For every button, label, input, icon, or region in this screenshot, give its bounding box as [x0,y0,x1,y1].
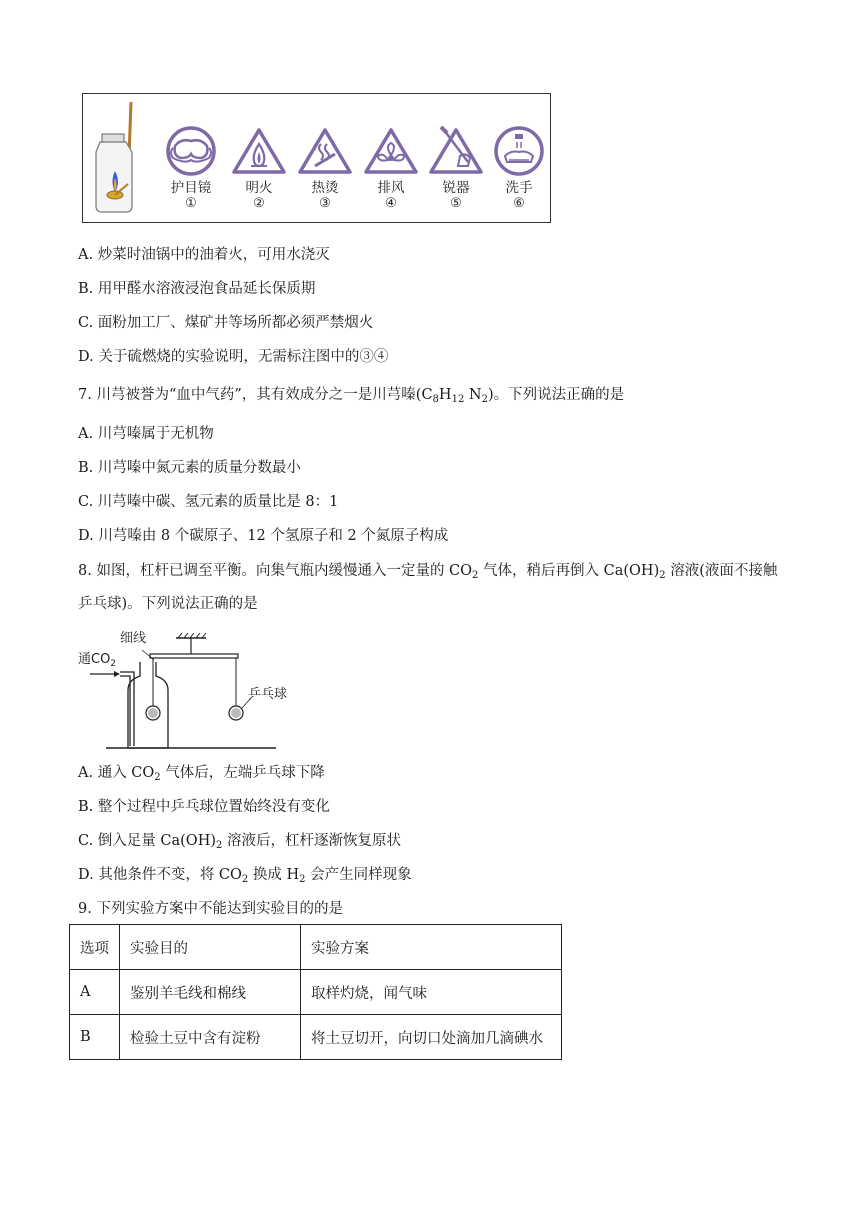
q8-stem-line2: 乒乓球)。下列说法正确的是 [78,596,258,612]
formula-n-sub: 2 [481,394,488,405]
q7-option-a: A. 川芎嗪属于无机物 [78,426,214,442]
q7-option-d: D. 川芎嗪由 8 个碳原子、12 个氢原子和 2 个氮原子构成 [78,528,449,544]
q8-a-post: 气体后，左端乒乓球下降 [160,765,325,781]
q7-option-c: C. 川芎嗪中碳、氢元素的质量比是 8：1 [78,494,339,510]
hot-surface-icon [297,126,353,176]
hand-wash-icon-item [491,126,547,212]
table-row [70,970,562,1015]
q8-stem-line1 [78,562,777,580]
icon-number: ① [185,196,197,211]
q8-stem1-sub: 2 [472,570,479,581]
formula-c-sub: 8 [432,394,439,405]
icon-label: 洗手 [505,180,533,196]
formula-c: C [421,387,433,403]
co2-inlet-text: 通CO [78,652,111,667]
q8-d-post: 会产生同样现象 [305,867,412,883]
table-cell: 将土豆切开，向切口处滴加几滴碘水 [301,1015,562,1060]
table-cell: B [70,1015,120,1060]
safety-icon-panel [82,93,551,223]
q8-a-pre: A. 通入 CO [78,765,155,781]
formula-h-sub: 12 [451,394,465,405]
open-flame-icon-item [231,126,287,212]
q8-stem1-mid: 气体，稍后再倒入 Ca(OH) [478,563,660,579]
icon-label: 护目镜 [170,180,212,196]
icon-number: ④ [385,196,397,211]
table-row [70,1015,562,1060]
table-header-row [70,925,562,970]
sharp-object-icon [428,126,484,176]
goggles-icon-item [163,126,219,212]
q8-d-sub: 2 [241,874,249,885]
lever-experiment-figure [76,620,296,750]
formula-n: N [464,387,482,403]
icon-number: ⑤ [450,196,462,211]
ping-pong-label: 乒乓球 [248,687,288,702]
q7-stem [78,386,624,404]
co2-inlet-sub: 2 [110,659,117,669]
goggles-icon [163,126,219,176]
q6-option-d: D. 关于硫燃烧的实验说明，无需标注图中的③④ [78,349,389,365]
experiment-table [69,924,562,1060]
q7-stem-post: )。下列说法正确的是 [487,387,625,403]
icon-number: ⑥ [513,196,525,211]
thread-label: 细线 [120,631,147,646]
alcohol-lamp-bottle-icon [88,96,158,221]
q8-stem1-sub2: 2 [659,570,666,581]
sharp-object-icon-item [428,126,484,212]
hot-surface-icon-item [297,126,353,212]
q9-stem: 9. 下列实验方案中不能达到实验目的的是 [78,901,343,917]
table-cell: 检验土豆中含有淀粉 [120,1015,301,1060]
icon-label: 明火 [245,180,273,196]
q8-d-mid: 换成 H [248,867,300,883]
table-cell: 鉴别羊毛线和棉线 [120,970,301,1015]
co2-inlet-label [78,652,116,669]
q8-a-sub: 2 [154,772,161,783]
q8-c-sub: 2 [216,840,223,851]
icon-number: ② [253,196,265,211]
q6-option-a: A. 炒菜时油锅中的油着火，可用水浇灭 [78,247,330,263]
formula-h: H [438,387,452,403]
q8-d-pre: D. 其他条件不变，将 CO [78,867,242,883]
q8-stem1-post: 溶液(液面不接触 [665,563,778,579]
ventilation-fan-icon [363,126,419,176]
q7-option-b: B. 川芎嗪中氮元素的质量分数最小 [78,460,301,476]
q8-option-d [78,866,412,884]
q7-stem-pre: 7. 川芎被誉为“血中气药”，其有效成分之一是川芎嗪( [78,387,422,403]
q6-option-c: C. 面粉加工厂、煤矿井等场所都必须严禁烟火 [78,315,374,331]
icon-number: ③ [319,196,331,211]
table-cell: A [70,970,120,1015]
q8-c-pre: C. 倒入足量 Ca(OH) [78,833,216,849]
table-header-cell: 实验方案 [301,925,562,970]
open-flame-icon [231,126,287,176]
icon-label: 锐器 [442,180,470,196]
q8-option-b: B. 整个过程中乒乓球位置始终没有变化 [78,799,330,815]
q8-option-c [78,832,401,850]
hand-wash-icon [491,126,547,176]
q8-option-a [78,764,325,782]
q8-d-sub2: 2 [299,874,306,885]
q8-c-post: 溶液后，杠杆逐渐恢复原状 [222,833,401,849]
icon-label: 排风 [377,180,405,196]
table-cell: 取样灼烧，闻气味 [301,970,562,1015]
q8-stem1-pre: 8. 如图，杠杆已调至平衡。向集气瓶内缓慢通入一定量的 CO [78,563,473,579]
table-header-cell: 选项 [70,925,120,970]
table-header-cell: 实验目的 [120,925,301,970]
ventilation-fan-icon-item [363,126,419,212]
q6-option-b: B. 用甲醛水溶液浸泡食品延长保质期 [78,281,316,297]
icon-label: 热烫 [311,180,339,196]
